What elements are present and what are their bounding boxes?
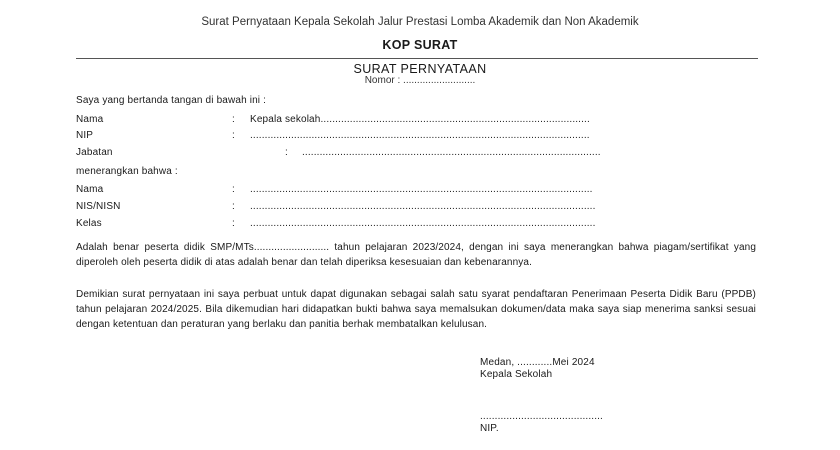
student-class-separator: :	[232, 218, 235, 229]
signer-position-separator: :	[285, 147, 288, 158]
student-nisn-label: NIS/NISN	[76, 201, 121, 212]
statement-paragraph-2: Demikian surat pernyataan ini saya perbuat untuk dapat digunakan sebagai salah satu syarat pendaftaran Penerimaan Peserta Didik Baru (PPDB) tahun pelajaran 2024/2025. Bila dikemudian hari didapatkan bukti bahwa saya memalsukan dokumen/data maka saya siap menerima sanksi sesuai dengan ketentuan dan peraturan yang berlaku dan panitia berhak membatalkan kelulusan.	[76, 289, 756, 330]
signer-nip-label: NIP	[76, 130, 94, 141]
signature-nip: NIP.	[480, 423, 499, 434]
signer-name-label: Nama	[76, 114, 104, 125]
document-caption: Surat Pernyataan Kepala Sekolah Jalur Prestasi Lomba Akademik dan Non Akademik	[201, 16, 639, 28]
signer-position-value: ......................................................................................................	[302, 147, 601, 158]
declares-text: menerangkan bahwa :	[76, 166, 178, 177]
statement-number: Nomor : ..........................	[364, 75, 476, 86]
signer-nip-separator: :	[232, 130, 235, 141]
letterhead-divider	[76, 58, 758, 59]
student-name-separator: :	[232, 184, 235, 195]
signer-name-value: Kepala sekolah............................................................................................	[250, 114, 590, 125]
signature-role: Kepala Sekolah	[480, 369, 553, 380]
signature-name-line: ..........................................	[480, 411, 603, 422]
student-name-value: .....................................................................................................................	[250, 184, 593, 195]
statement-paragraph-1: Adalah benar peserta didik SMP/MTs.......................... tahun pelajaran 2023/2024, dengan ini saya menerangkan bahwa piagam/sertifikat yang diperoleh oleh peserta didik di atas adalah benar dan telah diperiksa kesesuaian dan kebenarannya.	[76, 242, 756, 268]
signer-nip-value: ....................................................................................................................	[250, 130, 590, 141]
student-class-value: ......................................................................................................................	[250, 218, 596, 229]
student-name-label: Nama	[76, 184, 104, 195]
intro-text: Saya yang bertanda tangan di bawah ini :	[76, 95, 267, 106]
student-nisn-value: ......................................................................................................................	[250, 201, 596, 212]
statement-title: SURAT PERNYATAAN	[353, 62, 487, 76]
signature-place-date: Medan, ............Mei 2024	[480, 357, 595, 368]
signer-name-separator: :	[232, 114, 235, 125]
letterhead-title: KOP SURAT	[382, 38, 458, 52]
student-class-label: Kelas	[76, 218, 102, 229]
student-nisn-separator: :	[232, 201, 235, 212]
signer-position-label: Jabatan	[76, 147, 113, 158]
